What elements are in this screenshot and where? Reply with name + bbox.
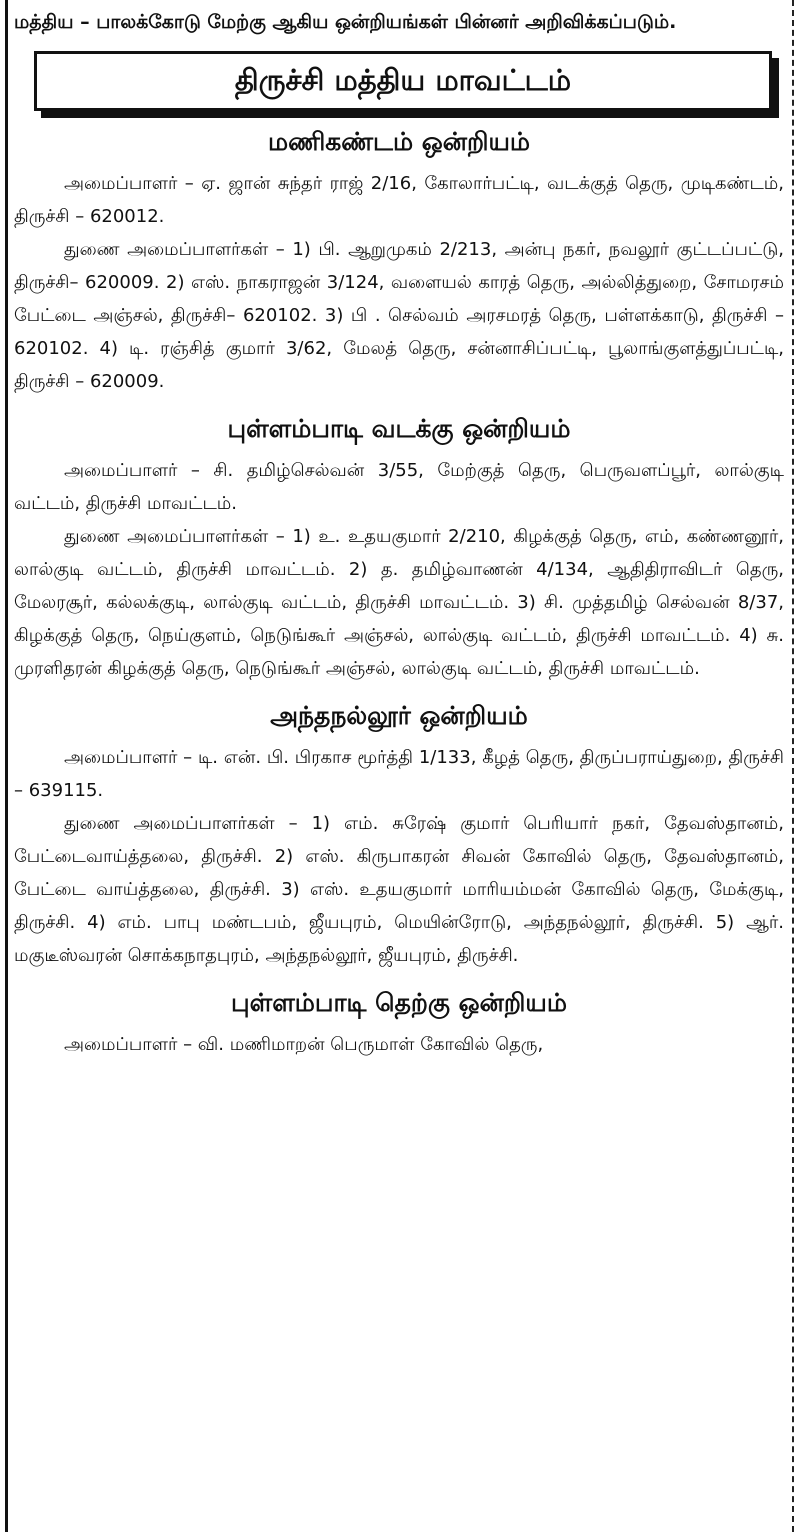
deputies-paragraph: துணை அமைப்பாளர்கள் – 1) எம். சுரேஷ் குமார் பெரியார் நகர், தேவஸ்தானம், பேட்டைவாய்த்தலை, திருச்சி. 2) எஸ். கிருபாகரன் சிவன் கோவில் தெரு, தேவஸ்தானம், பேட்டை வாய்த்தலை, திருச்சி. 3) எஸ். உதயகுமார் மாரியம்மன் கோவில் தெரு, மேக்குடி, திருச்சி. 4) எம். பாபு மண்டபம், ஜீயபுரம், மெயின்ரோடு, அந்தநல்லூர், திருச்சி. 5) ஆர். மகுடீஸ்வரன் சொக்கநாதபுரம், அந்தநல்லூர், ஜீயபுரம், திருச்சி. xyxy=(14,813,784,966)
organizer-paragraph: அமைப்பாளர் – டி. என். பி. பிரகாச மூர்த்தி 1/133, கீழத் தெரு, திருப்பராய்துறை, திருச்சி – 639115. xyxy=(14,747,784,801)
section-manikandam xyxy=(14,123,784,398)
section-heading: புள்ளம்பாடி தெற்கு ஒன்றியம் xyxy=(231,988,567,1017)
section-heading: புள்ளம்பாடி வடக்கு ஒன்றியம் xyxy=(227,414,571,443)
organizer-paragraph: அமைப்பாளர் – சி. தமிழ்செல்வன் 3/55, மேற்குத் தெரு, பெருவளப்பூர், லால்குடி வட்டம், திருச்சி மாவட்டம். xyxy=(14,460,784,514)
intro-note: மத்திய – பாலக்கோடு மேற்கு ஆகிய ஒன்றியங்கள் பின்னர் அறிவிக்கப்படும். xyxy=(14,11,677,33)
left-column-rule xyxy=(5,0,8,1532)
deputies-paragraph: துணை அமைப்பாளர்கள் – 1) உ. உதயகுமார் 2/210, கிழக்குத் தெரு, எம், கண்ணனூர், லால்குடி வட்டம், திருச்சி மாவட்டம். 2) த. தமிழ்வாணன் 4/134, ஆதிதிராவிடர் தெரு, மேலரசூர், கல்லக்குடி, லால்குடி வட்டம், திருச்சி மாவட்டம். 3) சி. முத்தமிழ் செல்வன் 8/37, கிழக்குத் தெரு, நெய்குளம், நெடுங்கூர் அஞ்சல், லால்குடி வட்டம், திருச்சி மாவட்டம். 4) சு. முரளிதரன் கிழக்குத் தெரு, நெடுங்கூர் அஞ்சல், லால்குடி வட்டம், திருச்சி மாவட்டம். xyxy=(14,526,784,679)
section-pullambadi-south xyxy=(14,984,784,1061)
section-heading: அந்தநல்லூர் ஒன்றியம் xyxy=(270,701,528,730)
section-heading: மணிகண்டம் ஒன்றியம் xyxy=(267,127,531,156)
organizer-paragraph: அமைப்பாளர் – ஏ. ஜான் சுந்தர் ராஜ் 2/16, கோலார்பட்டி, வடக்குத் தெரு, முடிகண்டம், திருச்சி – 620012. xyxy=(14,173,784,227)
organizer-paragraph: அமைப்பாளர் – வி. மணிமாறன் பெருமாள் கோவில் தெரு, xyxy=(64,1034,544,1055)
right-column-dashed-rule xyxy=(792,0,794,1532)
deputies-paragraph: துணை அமைப்பாளர்கள் – 1) பி. ஆறுமுகம் 2/213, அன்பு நகர், நவலூர் குட்டப்பட்டு, திருச்சி– 620009. 2) எஸ். நாகராஜன் 3/124, வளையல் காரத் தெரு, அல்லித்துறை, சோமரசம் பேட்டை அஞ்சல், திருச்சி– 620102. 3) பி . செல்வம் அரசமரத் தெரு, பள்ளக்காடு, திருச்சி – 620102. 4) டி. ரஞ்சித் குமார் 3/62, மேலத் தெரு, சன்னாசிப்பட்டி, பூலாங்குளத்துப்பட்டி, திருச்சி – 620009. xyxy=(14,239,784,392)
district-title: திருச்சி மத்திய மாவட்டம் xyxy=(234,63,572,97)
article-column xyxy=(14,6,784,1061)
district-title-box xyxy=(34,51,772,111)
section-anthanallur xyxy=(14,697,784,972)
section-pullambadi-north xyxy=(14,410,784,685)
